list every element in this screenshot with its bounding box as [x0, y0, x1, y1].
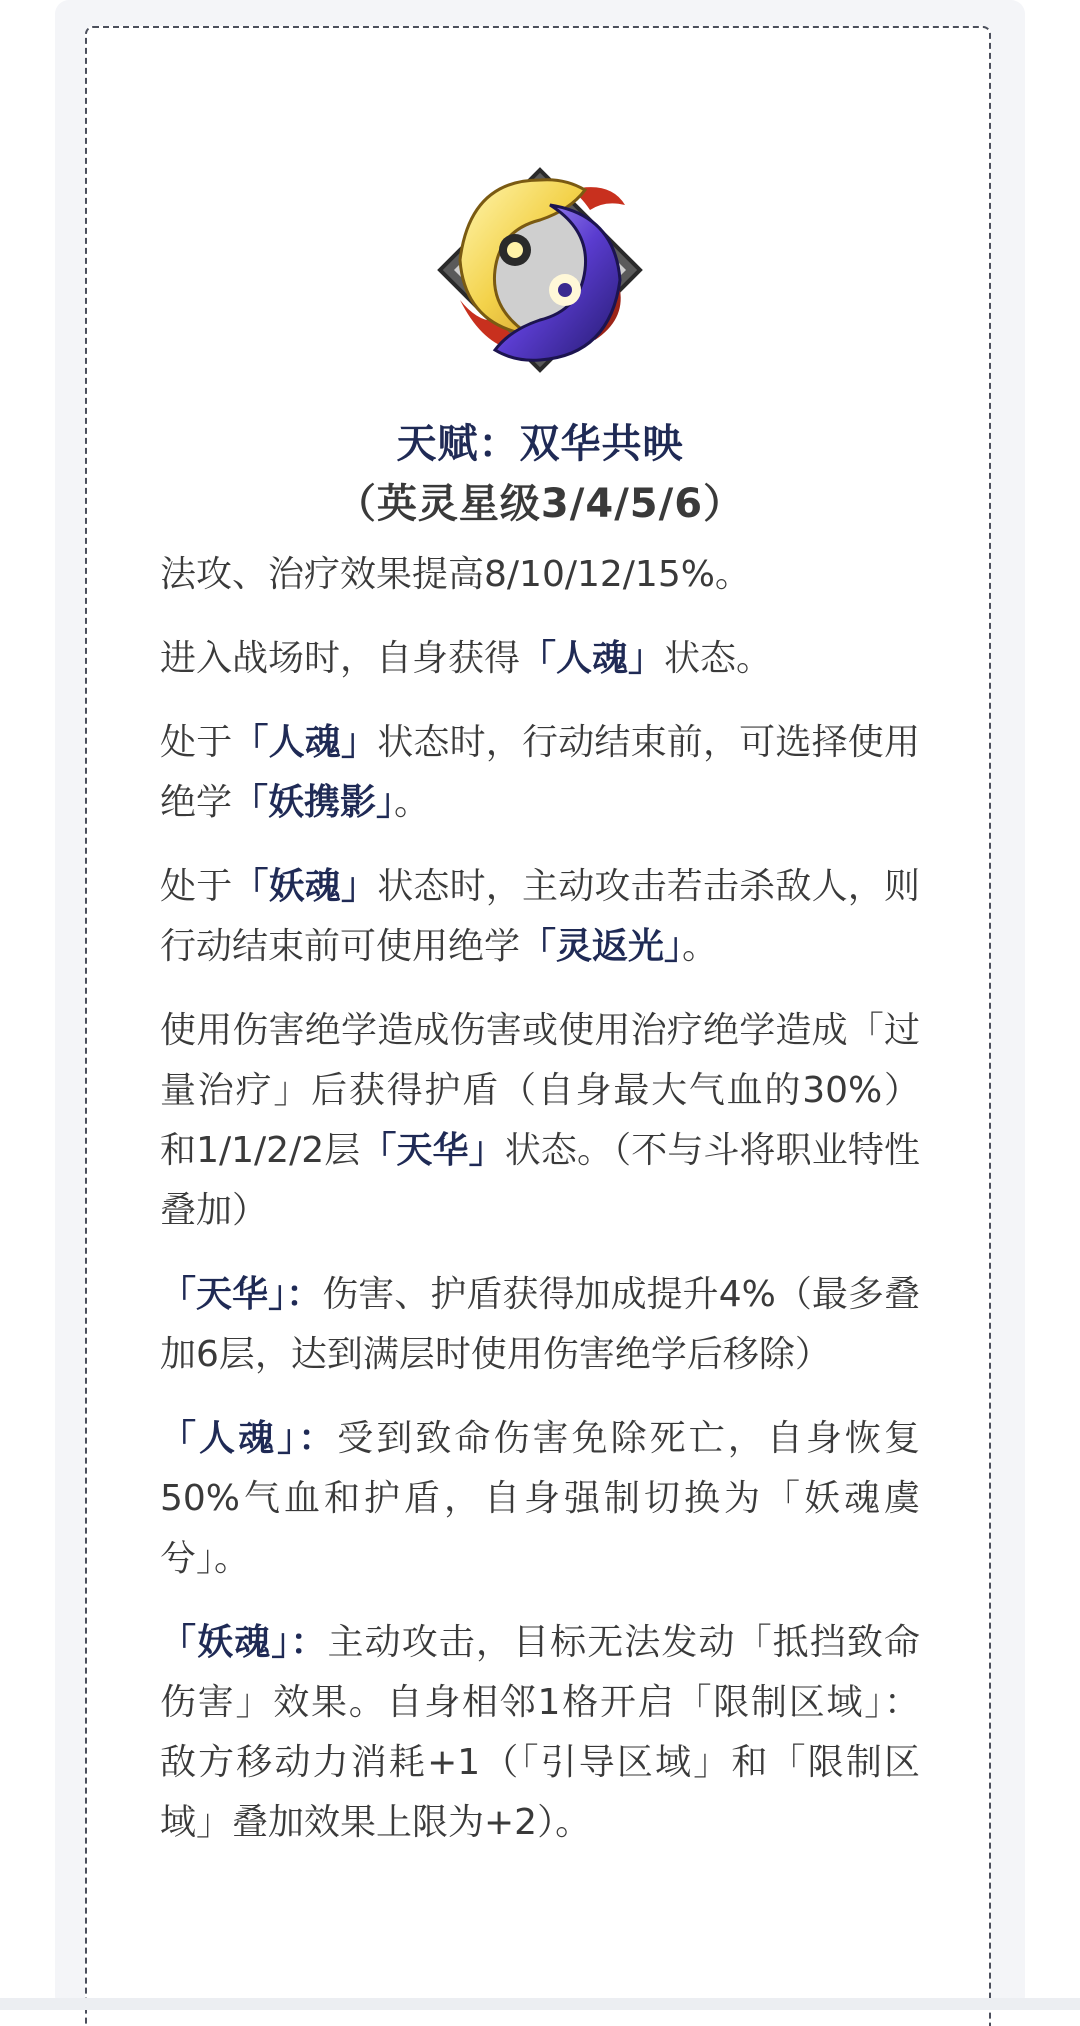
description-paragraph: [160, 857, 920, 977]
description-paragraph: [160, 545, 920, 605]
status-keyword: 「灵返光」: [520, 926, 683, 967]
paragraph-text: 进入战场时，自身获得: [160, 638, 521, 679]
paragraph-text: 伤害、护盾获得加成提升4%（最多叠加6层，达到满层时使用伤害绝学后移除）: [160, 1274, 920, 1375]
paragraph-text: 使用伤害绝学造成伤害或使用治疗绝学造成「过量治疗」后获得护盾（自身最大气血的30%）和1/1/2/2层: [160, 1010, 920, 1171]
talent-description: [160, 545, 920, 1877]
paragraph-text: 。: [682, 926, 719, 967]
description-paragraph: [160, 1409, 920, 1589]
description-paragraph: [160, 1613, 920, 1853]
description-paragraph: [160, 629, 920, 689]
status-keyword: 「天华」：: [160, 1274, 323, 1315]
paragraph-text: 状态时，主动攻击若击杀敌人，则行动结束前可使用绝学: [160, 866, 920, 967]
paragraph-text: 法攻、治疗效果提高8/10/12/15%。: [160, 554, 751, 595]
status-keyword: 「妖魂」：: [160, 1622, 328, 1663]
paragraph-text: 处于: [160, 722, 233, 763]
status-keyword: 「人魂」: [232, 722, 378, 763]
paragraph-text: 。: [394, 782, 431, 823]
status-keyword: 「妖携影」: [232, 782, 395, 823]
yin-yang-dragon-emblem-icon: [420, 150, 660, 390]
description-paragraph: [160, 1001, 920, 1241]
bottom-divider: [0, 1998, 1080, 2010]
paragraph-text: 受到致命伤害免除死亡，自身恢复50%气血和护盾，自身强制切换为「妖魂虞兮」。: [160, 1418, 920, 1579]
status-keyword: 「天华」: [360, 1130, 505, 1171]
status-keyword: 「人魂」: [520, 638, 665, 679]
paragraph-text: 状态。（不与斗将职业特性叠加）: [160, 1130, 920, 1231]
description-paragraph: [160, 1265, 920, 1385]
status-keyword: 「妖魂」: [232, 866, 378, 907]
paragraph-text: 状态。: [664, 638, 773, 679]
paragraph-text: 处于: [160, 866, 233, 907]
talent-title: 天赋：双华共映: [396, 421, 684, 467]
talent-star-levels: （英灵星级3/4/5/6）: [335, 481, 745, 527]
paragraph-text: 主动攻击，目标无法发动「抵挡致命伤害」效果。自身相邻1格开启「限制区域」：敌方移动力消耗+1（「引导区域」和「限制区域」叠加效果上限为+2）。: [160, 1622, 920, 1843]
paragraph-text: 状态时，行动结束前，可选择使用绝学: [160, 722, 920, 823]
description-paragraph: [160, 713, 920, 833]
status-keyword: 「人魂」：: [160, 1418, 338, 1459]
